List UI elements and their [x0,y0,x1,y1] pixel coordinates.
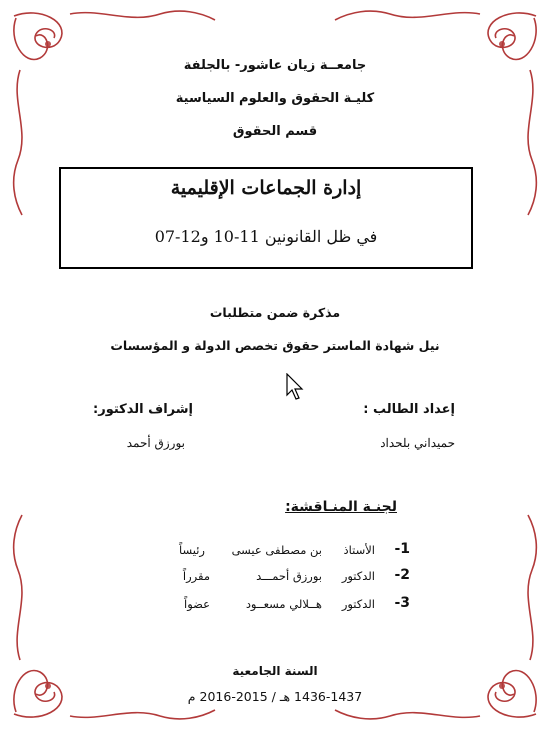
member-title: الدكتور [341,569,375,583]
memo-line-1: مذكرة ضمن متطلبات [209,305,341,320]
academic-year-value: 1436-1437 هـ / 2015-2016 م [187,689,363,704]
member-number: 1- [394,541,410,557]
member-number: 2- [394,567,410,583]
prepared-label: إعداد الطالب : [363,402,455,417]
member-role: مقرراً [182,569,210,583]
memo-line-2: نيل شهادة الماستر حقوق تخصص الدولة و المؤسسات [110,338,440,353]
student-name: حميداني بلحداد [380,436,455,450]
thesis-subtitle: في ظل القانونين 11-10 و12-07 [154,227,378,246]
supervisor-label: إشراف الدكتور: [93,402,193,417]
title-box [59,167,473,269]
thesis-title: إدارة الجماعات الإقليمية [170,177,362,199]
faculty-name: كليـة الحقوق والعلوم السياسية [175,91,375,106]
member-name: هــلالي مسعــود [245,597,322,611]
member-title: الأستاذ [343,543,375,557]
committee-heading: لجنـة المنـاقشة: [285,499,397,515]
academic-year-label: السنة الجامعية [232,664,318,678]
cursor-arrow-icon [286,373,304,401]
member-name: بورزق أحمـــد [256,569,322,583]
member-role: رئيساً [179,543,205,557]
member-title: الدكتور [341,597,375,611]
university-name: جامعــة زيان عاشور- بالجلفة [183,58,367,73]
member-role: عضواً [184,597,210,611]
department-name: قسم الحقوق [232,124,318,139]
supervisor-name: بورزق أحمد [126,436,185,450]
member-number: 3- [394,595,410,611]
member-name: بن مصطفى عيسى [231,543,322,557]
